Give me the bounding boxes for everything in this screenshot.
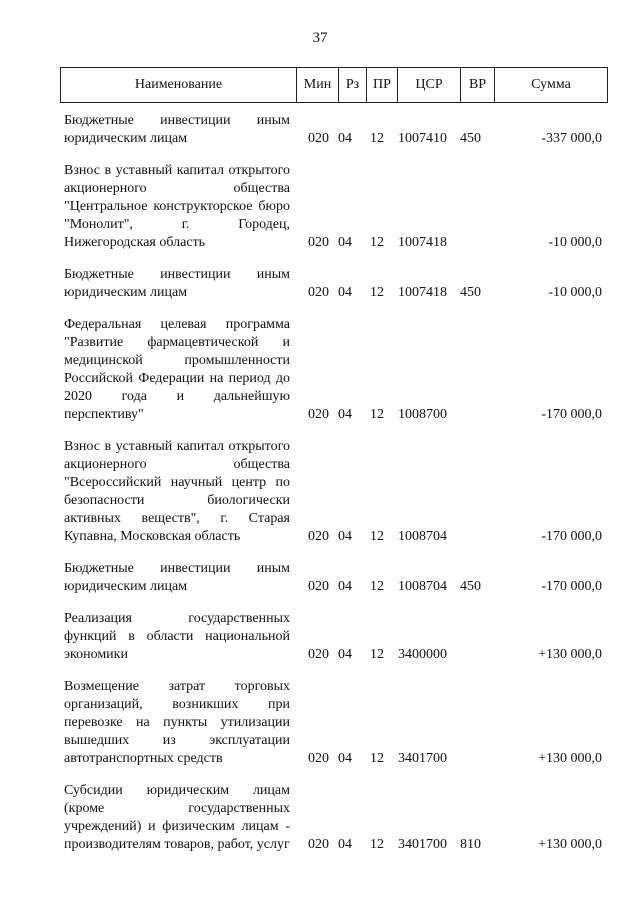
- row-csr: 3401700: [398, 751, 447, 766]
- table-row: [64, 782, 604, 854]
- table-body: [64, 112, 604, 868]
- row-sum: +130 000,0: [538, 647, 602, 662]
- row-sum: -10 000,0: [548, 285, 602, 300]
- header-pr: ПР: [367, 68, 398, 102]
- header-name: Наименование: [61, 68, 297, 102]
- row-pr: 12: [370, 529, 384, 544]
- row-sum: -337 000,0: [541, 131, 602, 146]
- header-vr: ВР: [461, 68, 495, 102]
- row-pr: 12: [370, 647, 384, 662]
- row-sum: +130 000,0: [538, 751, 602, 766]
- row-min: 020: [308, 131, 329, 146]
- row-vr: 810: [460, 837, 481, 852]
- row-csr: 1007418: [398, 285, 447, 300]
- row-sum: -10 000,0: [548, 235, 602, 250]
- table-row: [64, 112, 604, 148]
- row-pr: 12: [370, 407, 384, 422]
- table-row: [64, 162, 604, 252]
- row-name: Бюджетные инвестиции иным юридическим лицам: [64, 267, 290, 300]
- row-min: 020: [308, 407, 329, 422]
- table-row: [64, 438, 604, 546]
- row-pr: 12: [370, 131, 384, 146]
- row-rz: 04: [338, 407, 352, 422]
- row-name: Возмещение затрат торговых организаций, возникших при перевозке на пункты утилизации вышедших из эксплуатации автотранспортных средств: [64, 679, 290, 766]
- row-name: Взнос в уставный капитал открытого акционерного общества "Всероссийский научный центр по безопасности биологически активных веществ", г. Старая Купавна, Московская область: [64, 439, 290, 544]
- row-name: Бюджетные инвестиции иным юридическим лицам: [64, 561, 290, 594]
- row-rz: 04: [338, 131, 352, 146]
- row-min: 020: [308, 579, 329, 594]
- row-csr: 3400000: [398, 647, 447, 662]
- row-csr: 1008704: [398, 529, 447, 544]
- row-csr: 1008700: [398, 407, 447, 422]
- row-min: 020: [308, 837, 329, 852]
- header-min: Мин: [297, 68, 339, 102]
- row-csr: 3401700: [398, 837, 447, 852]
- row-rz: 04: [338, 579, 352, 594]
- row-name: Федеральная целевая программа "Развитие фармацевтической и медицинской промышленности Российской Федерации на период до 2020 года и дальнейшую перспективу": [64, 317, 290, 422]
- row-name: Субсидии юридическим лицам (кроме государственных учреждений) и физическим лицам - производителям товаров, работ, услуг: [64, 783, 290, 852]
- header-sum: Сумма: [531, 77, 571, 92]
- row-min: 020: [308, 529, 329, 544]
- row-min: 020: [308, 235, 329, 250]
- row-vr: 450: [460, 131, 481, 146]
- row-rz: 04: [338, 285, 352, 300]
- row-name: Взнос в уставный капитал открытого акционерного общества "Центральное конструкторское бюро "Монолит", г. Городец, Нижегородская область: [64, 163, 290, 250]
- row-min: 020: [308, 285, 329, 300]
- table-row: [64, 266, 604, 302]
- table-header: [60, 67, 608, 103]
- row-pr: 12: [370, 285, 384, 300]
- row-pr: 12: [370, 235, 384, 250]
- row-rz: 04: [338, 837, 352, 852]
- header-rz: Рз: [339, 68, 367, 102]
- row-vr: 450: [460, 579, 481, 594]
- header-csr: ЦСР: [398, 68, 461, 102]
- row-rz: 04: [338, 647, 352, 662]
- table-row: [64, 560, 604, 596]
- table-row: [64, 316, 604, 424]
- row-sum: -170 000,0: [541, 407, 602, 422]
- row-min: 020: [308, 751, 329, 766]
- table-row: [64, 610, 604, 664]
- page-number: 37: [312, 30, 328, 46]
- row-pr: 12: [370, 837, 384, 852]
- row-name: Бюджетные инвестиции иным юридическим лицам: [64, 113, 290, 146]
- table-row: [64, 678, 604, 768]
- row-sum: +130 000,0: [538, 837, 602, 852]
- row-rz: 04: [338, 529, 352, 544]
- row-rz: 04: [338, 235, 352, 250]
- row-rz: 04: [338, 751, 352, 766]
- row-name: Реализация государственных функций в области национальной экономики: [64, 611, 290, 662]
- row-min: 020: [308, 647, 329, 662]
- row-csr: 1008704: [398, 579, 447, 594]
- row-sum: -170 000,0: [541, 579, 602, 594]
- row-pr: 12: [370, 579, 384, 594]
- row-pr: 12: [370, 751, 384, 766]
- row-csr: 1007410: [398, 131, 447, 146]
- row-csr: 1007418: [398, 235, 447, 250]
- row-vr: 450: [460, 285, 481, 300]
- row-sum: -170 000,0: [541, 529, 602, 544]
